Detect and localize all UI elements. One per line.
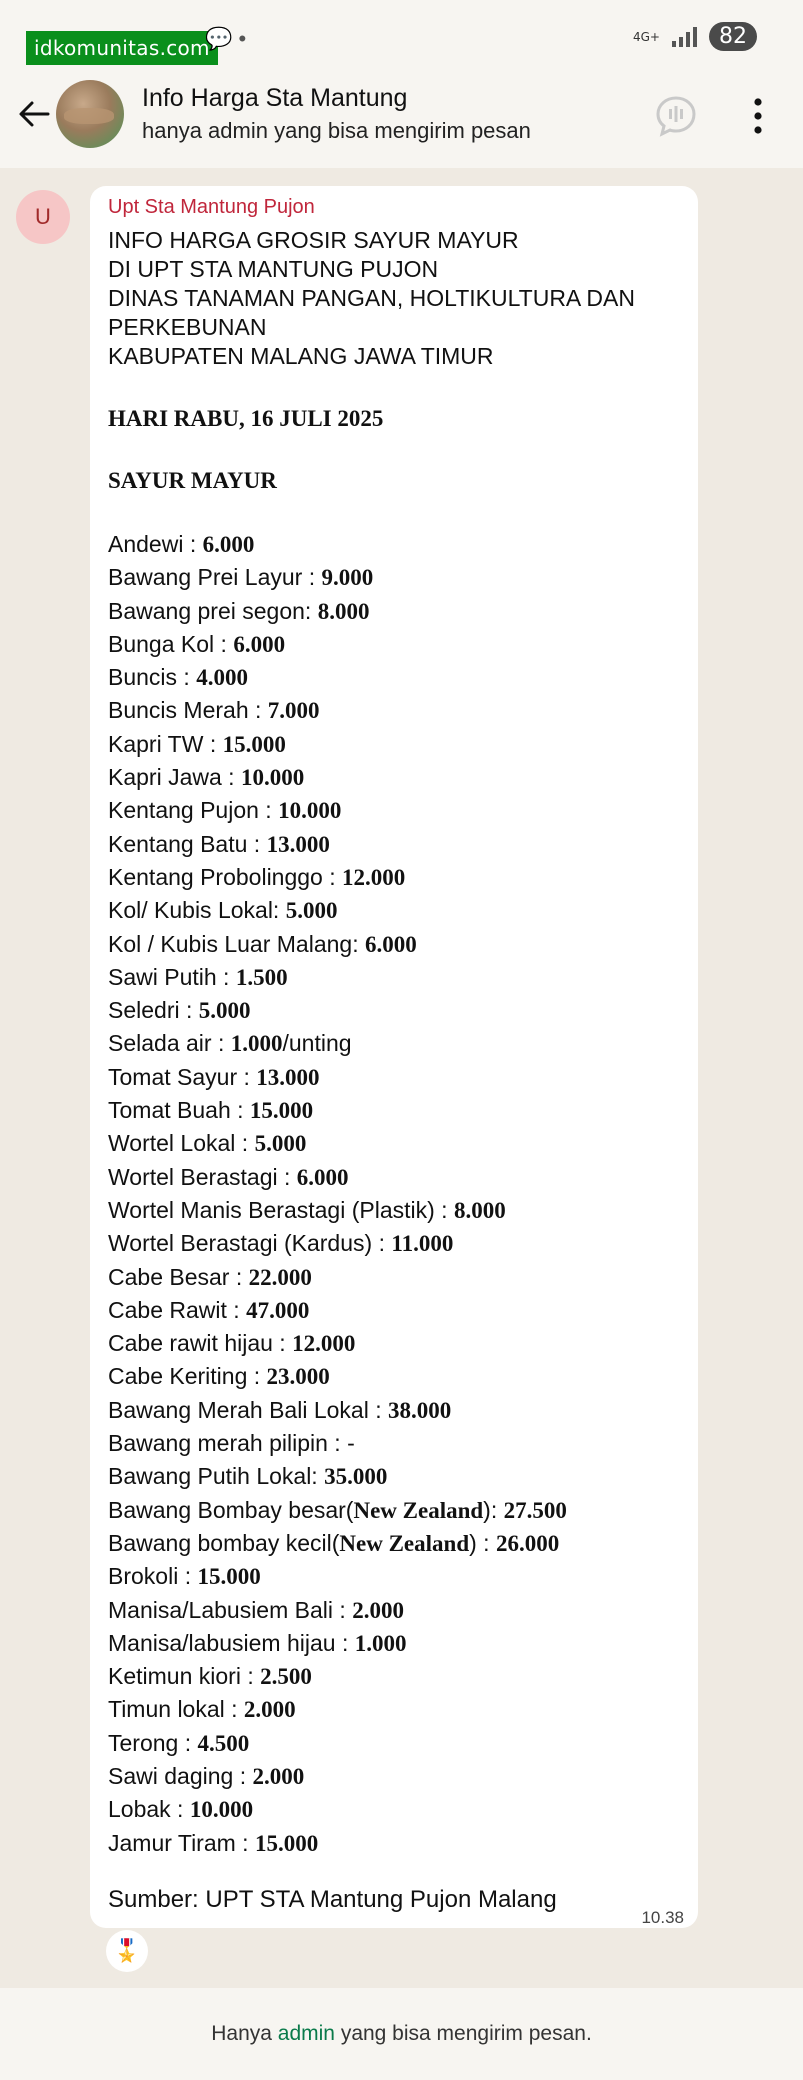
item-price: 1.000 xyxy=(230,1031,283,1057)
price-item xyxy=(108,1294,688,1327)
group-title[interactable]: Info Harga Sta Mantung xyxy=(142,84,408,112)
item-name: Cabe Keriting : xyxy=(108,1363,267,1390)
item-name: Manisa/Labusiem Bali : xyxy=(108,1596,353,1623)
item-name: Bawang prei segon: xyxy=(108,597,318,624)
price-item xyxy=(108,1194,688,1227)
signal-icon xyxy=(672,27,697,47)
heading-line: DINAS TANAMAN PANGAN, HOLTIKULTURA DAN xyxy=(108,285,635,311)
price-item xyxy=(108,828,688,861)
item-name: Wortel Manis Berastagi (Plastik) : xyxy=(108,1196,454,1223)
item-price: 6.000 xyxy=(202,532,255,557)
price-item xyxy=(108,1760,688,1793)
item-origin: New Zealand xyxy=(339,1530,470,1556)
item-price: 8.000 xyxy=(317,598,370,624)
item-price: 35.000 xyxy=(324,1464,388,1490)
price-item xyxy=(108,1627,688,1660)
status-icons xyxy=(633,22,757,51)
price-item xyxy=(108,1327,688,1360)
item-unit: /unting xyxy=(282,1030,352,1057)
item-name: Sawi Putih : xyxy=(108,963,236,990)
item-price: 6.000 xyxy=(233,631,286,657)
price-item xyxy=(108,1527,688,1560)
item-price: 15.000 xyxy=(249,1098,314,1124)
item-price: 11.000 xyxy=(391,1231,454,1257)
item-name: Timun lokal : xyxy=(108,1696,244,1723)
item-name: Kol / Kubis Luar Malang: xyxy=(108,930,365,957)
item-price: 10.000 xyxy=(278,798,342,824)
item-price: 5.000 xyxy=(285,898,338,924)
price-item xyxy=(108,1460,688,1493)
item-price: 13.000 xyxy=(256,1064,320,1090)
item-price: 2.000 xyxy=(243,1697,296,1723)
item-name: Terong : xyxy=(108,1729,198,1756)
price-item xyxy=(108,794,688,827)
price-item xyxy=(108,1793,688,1826)
price-item xyxy=(108,761,688,794)
item-price: 22.000 xyxy=(248,1264,312,1290)
price-item xyxy=(108,1127,688,1160)
item-price: 7.000 xyxy=(267,698,320,724)
item-price: 6.000 xyxy=(296,1164,349,1190)
item-name: Kapri TW : xyxy=(108,730,223,757)
price-list xyxy=(108,528,688,1860)
price-item xyxy=(108,1693,688,1726)
item-price: 5.000 xyxy=(254,1131,307,1157)
group-avatar[interactable] xyxy=(56,80,124,148)
price-item xyxy=(108,1227,688,1260)
item-price: 4.500 xyxy=(197,1730,250,1756)
price-item xyxy=(108,1161,688,1194)
footer-prefix: Hanya xyxy=(211,2022,272,2045)
item-name: Bawang merah pilipin : - xyxy=(108,1430,355,1457)
footer-admin-link[interactable]: admin xyxy=(277,2022,335,2045)
price-item xyxy=(108,1427,688,1460)
price-item xyxy=(108,728,688,761)
item-name: Wortel Berastagi (Kardus) : xyxy=(108,1230,392,1257)
date-line: HARI RABU, 16 JULI 2025 xyxy=(108,406,384,431)
price-item xyxy=(108,561,688,594)
item-name: Cabe Rawit : xyxy=(108,1296,247,1323)
item-price: 23.000 xyxy=(266,1364,330,1390)
item-price: 15.000 xyxy=(222,731,286,757)
heading-line: INFO HARGA GROSIR SAYUR MAYUR xyxy=(108,227,519,253)
watermark: idkomunitas.com xyxy=(26,31,218,65)
item-price: 12.000 xyxy=(342,864,406,890)
item-name: Cabe rawit hijau : xyxy=(108,1330,293,1357)
item-origin: New Zealand xyxy=(353,1497,484,1523)
source-line: Sumber: UPT STA Mantung Pujon Malang xyxy=(108,1886,557,1913)
item-price: 9.000 xyxy=(321,565,374,591)
item-price: 38.000 xyxy=(388,1397,452,1423)
item-name: Bunga Kol : xyxy=(108,630,234,657)
back-arrow-icon[interactable] xyxy=(14,94,54,134)
item-price: 2.000 xyxy=(252,1763,305,1789)
price-item xyxy=(108,894,688,927)
item-name: Selada air : xyxy=(108,1030,231,1057)
heading-line: DI UPT STA MANTUNG PUJON xyxy=(108,256,439,282)
sender-name[interactable]: Upt Sta Mantung Pujon xyxy=(108,196,315,218)
item-name: Kentang Probolinggo : xyxy=(108,863,343,890)
item-name: Ketimun kiori : xyxy=(108,1663,261,1690)
item-price: 1.000 xyxy=(354,1630,407,1656)
item-price: 8.000 xyxy=(453,1197,506,1223)
item-price: 13.000 xyxy=(266,831,330,857)
item-price: 2.000 xyxy=(352,1597,404,1623)
read-only-footer xyxy=(0,1988,803,2080)
network-indicator: 4G+ xyxy=(633,29,660,44)
item-name: Wortel Berastagi : xyxy=(108,1163,297,1190)
item-price: 15.000 xyxy=(254,1830,319,1856)
item-price: 26.000 xyxy=(495,1530,560,1556)
chat-area xyxy=(0,168,803,1978)
item-name: Bawang bombay kecil( xyxy=(108,1529,340,1556)
item-name: Kapri Jawa : xyxy=(108,764,241,791)
item-name: Tomat Buah : xyxy=(108,1097,250,1124)
price-item xyxy=(108,694,688,727)
price-item xyxy=(108,1360,688,1393)
item-name: Tomat Sayur : xyxy=(108,1063,257,1090)
more-options-icon[interactable] xyxy=(750,94,766,138)
item-name: Kentang Pujon : xyxy=(108,797,279,824)
item-price: 15.000 xyxy=(197,1564,261,1590)
item-name: Cabe Besar : xyxy=(108,1263,249,1290)
item-price: 12.000 xyxy=(292,1331,356,1357)
price-item xyxy=(108,1727,688,1760)
item-name: Bawang Putih Lokal: xyxy=(108,1463,325,1490)
heading-line: KABUPATEN MALANG JAWA TIMUR xyxy=(108,343,494,369)
section-title: SAYUR MAYUR xyxy=(108,468,277,493)
price-item xyxy=(108,595,688,628)
item-price: 2.500 xyxy=(260,1664,312,1690)
battery-indicator: 82 xyxy=(709,22,757,51)
item-name: Bawang Bombay besar( xyxy=(108,1496,354,1523)
item-name: Kentang Batu : xyxy=(108,830,267,857)
chat-header xyxy=(0,70,803,168)
message-time: 10.38 xyxy=(641,1908,684,1927)
item-name: Bawang Prei Layur : xyxy=(108,564,322,591)
price-item xyxy=(108,1594,688,1627)
group-subtitle: hanya admin yang bisa mengirim pesan xyxy=(142,118,531,143)
item-separator: ): xyxy=(483,1496,504,1523)
message-bubble[interactable] xyxy=(90,186,698,1928)
voice-chat-icon[interactable] xyxy=(654,94,698,138)
price-item xyxy=(108,861,688,894)
item-name: Seledri : xyxy=(108,997,199,1024)
price-item xyxy=(108,1494,688,1527)
price-item xyxy=(108,1827,688,1860)
item-name: Bawang Merah Bali Lokal : xyxy=(108,1396,388,1423)
price-item xyxy=(108,628,688,661)
price-item xyxy=(108,1261,688,1294)
price-item xyxy=(108,1061,688,1094)
notification-icons: 💬 • xyxy=(205,26,247,51)
item-price: 6.000 xyxy=(364,931,417,957)
item-separator: ) : xyxy=(469,1529,496,1556)
item-price: 10.000 xyxy=(240,765,305,791)
footer-suffix: yang bisa mengirim pesan. xyxy=(340,2022,592,2045)
price-item xyxy=(108,1394,688,1427)
sender-avatar[interactable]: U xyxy=(16,190,70,244)
price-item xyxy=(108,1027,688,1060)
price-item xyxy=(108,528,688,561)
item-name: Manisa/labusiem hijau : xyxy=(108,1629,355,1656)
price-item xyxy=(108,928,688,961)
item-name: Buncis Merah : xyxy=(108,697,268,724)
item-price: 5.000 xyxy=(198,998,251,1024)
item-name: Sawi daging : xyxy=(108,1762,253,1789)
price-item xyxy=(108,661,688,694)
price-item xyxy=(108,1660,688,1693)
heading-line: PERKEBUNAN xyxy=(108,314,267,340)
reaction-badge[interactable]: 🎖️ xyxy=(106,1930,148,1972)
item-price: 4.000 xyxy=(196,665,248,691)
item-name: Buncis : xyxy=(108,664,197,691)
price-item xyxy=(108,1560,688,1593)
item-name: Wortel Lokal : xyxy=(108,1130,255,1157)
item-name: Brokoli : xyxy=(108,1563,198,1590)
message-body xyxy=(108,226,688,1860)
price-item xyxy=(108,994,688,1027)
price-item xyxy=(108,961,688,994)
item-name: Andewi : xyxy=(108,531,203,557)
status-bar xyxy=(0,0,803,70)
item-name: Jamur Tiram : xyxy=(108,1829,255,1856)
price-item xyxy=(108,1094,688,1127)
item-name: Kol/ Kubis Lokal: xyxy=(108,897,286,924)
item-price: 10.000 xyxy=(189,1797,254,1823)
item-price: 27.500 xyxy=(503,1497,567,1523)
item-name: Lobak : xyxy=(108,1796,190,1823)
item-price: 47.000 xyxy=(246,1297,310,1323)
item-price: 1.500 xyxy=(235,964,288,990)
